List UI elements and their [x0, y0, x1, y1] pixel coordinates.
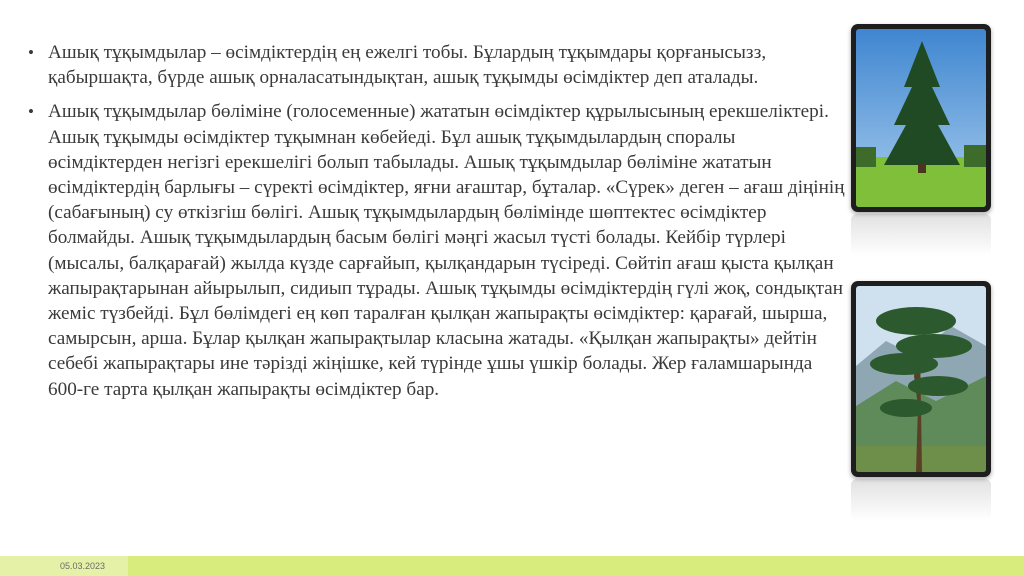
bullet-item — [26, 99, 848, 401]
body-text — [26, 40, 848, 411]
pine-image — [856, 286, 986, 472]
footer-accent-bar — [128, 556, 1024, 576]
spruce-image — [856, 29, 986, 207]
bullet-text: Ашық тұқымдылар – өсімдіктердің ең ежелгі тобы. Бұлардың тұқымдары қорғанысызз, қабыршақта, бүрде ашық орналасатындықтан, ашық тұқымды өсімдіктер деп аталады. — [48, 42, 767, 89]
photo-reflection — [851, 479, 991, 521]
bullet-marker: • — [28, 102, 34, 122]
photo-reflection — [851, 214, 991, 256]
pine-tree-photo — [851, 281, 991, 477]
bullet-marker: • — [28, 43, 34, 62]
footer-date: 05.03.2023 — [60, 561, 106, 571]
spruce-tree-photo — [851, 24, 991, 212]
bullet-text: Ашық тұқымдылар бөліміне (голосеменные) жататын өсімдіктер құрылысының ерекшеліктері. Ашық тұқымды өсімдіктер тұқымнан көбейеді. Бұл ашық тұқымдылардың споралы өсімдіктерден негізгі ерекшелігі болып табылады. Ашық тұқымдылар бөліміне жататын өсімдіктердің барлығы – сүректі өсімдіктер, яғни ағаштар, бұталар. «Сүрек» деген – ағаш діңінің (сабағының) су өткізгіш бөлігі. Ашық тұқымдылардың бөлімінде шөптектес өсімдіктер болмайды. Ашық тұқымдылардың басым бөлігі мәңгі жасыл түсті болады. Кейбір түрлері (мысалы, балқарағай) жылда күзде сарғайып, қылқандарын түсіреді. Сөйтіп ағаш қыста қылқан жапырақтарынан айырылып, сидиып тұрады. Ашық тұқымды өсімдіктердің гүлі жоқ, сондықтан жеміс түзбейді. Бұл бөлімдегі ең көп таралған қылқан жапырақты өсімдіктер: қарағай, шырша, самырсын, арша. Бұлар қылқан жапырақтылар класына жатады. «Қылқан жапырақты» дейтін себебі жапырақтары ине тәрізді жіңішке, кей түрінде ұшы үшкір болады. Жер ғаламшарында 600-ге тарта қылқан жапырақты өсімдіктер бар. — [48, 101, 845, 400]
bullet-item — [26, 40, 848, 90]
